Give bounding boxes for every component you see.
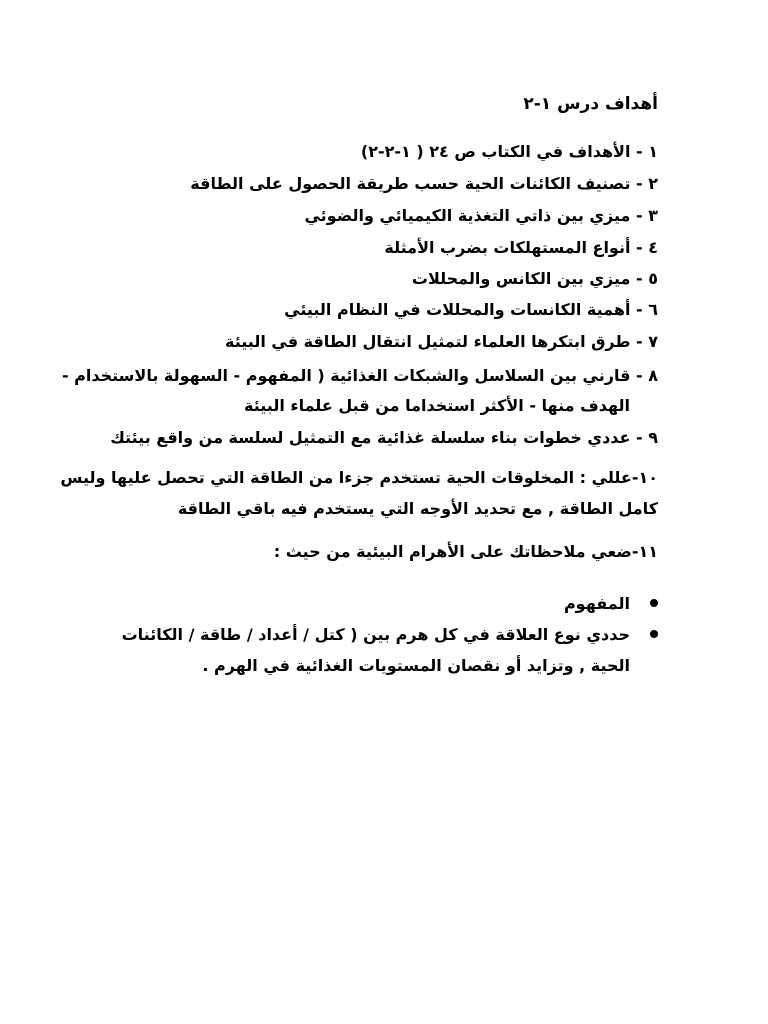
objective-11: ١١-ضعي ملاحظاتك على الأهرام البيئية من حيث : xyxy=(273,542,658,561)
bullet-text: المفهوم xyxy=(563,594,630,613)
bullet-item-concept xyxy=(102,588,662,619)
notes-bullet-list xyxy=(102,588,662,681)
objective-8: ٨ - قارني بين السلاسل والشبكات الغذائية ( المفهوم - السهولة بالاستخدام - xyxy=(61,366,658,385)
objective-4: ٤ - أنواع المستهلكات بضرب الأمثلة xyxy=(384,238,658,257)
document-title: أهداف درس ١-٢ xyxy=(523,94,658,114)
objective-2: ٢ - تصنيف الكائنات الحية حسب طريقة الحصول على الطاقة xyxy=(190,174,658,193)
objective-10: ١٠-عللي : المخلوقات الحية تستخدم جزءا من الطاقة التي تحصل عليها وليس xyxy=(60,468,658,487)
objective-6: ٦ - أهمية الكانسات والمحللات في النظام البيئي xyxy=(284,300,658,319)
bullet-icon xyxy=(650,599,658,607)
objective-1: ١ - الأهداف في الكتاب ص ٢٤ ( ١-٢-٢) xyxy=(360,142,658,161)
bullet-item-relationship xyxy=(102,619,662,681)
objective-8-continued: الهدف منها - الأكثر استخداما من قبل علماء البيئة xyxy=(244,396,630,415)
objective-3: ٣ - ميزي بين ذاتي التغذية الكيميائي والضوئي xyxy=(304,206,658,225)
objective-10-continued: كامل الطاقة , مع تحديد الأوجه التي يستخدم فيه باقي الطاقة xyxy=(177,499,658,518)
bullet-text: حددي نوع العلاقة في كل هرم بين ( كتل / أعداد / طاقة / الكائنات xyxy=(121,625,630,644)
objective-7: ٧ - طرق ابتكرها العلماء لتمثيل انتقال الطاقة في البيئة xyxy=(225,332,658,351)
objective-5: ٥ - ميزي بين الكانس والمحللات xyxy=(411,269,658,288)
bullet-icon xyxy=(650,630,658,638)
bullet-text-continued: الحية , وتزايد أو نقصان المستويات الغذائية في الهرم . xyxy=(202,656,630,675)
objective-9: ٩ - عددي خطوات بناء سلسلة غذائية مع التمثيل لسلسة من واقع بيئتك xyxy=(110,428,658,447)
